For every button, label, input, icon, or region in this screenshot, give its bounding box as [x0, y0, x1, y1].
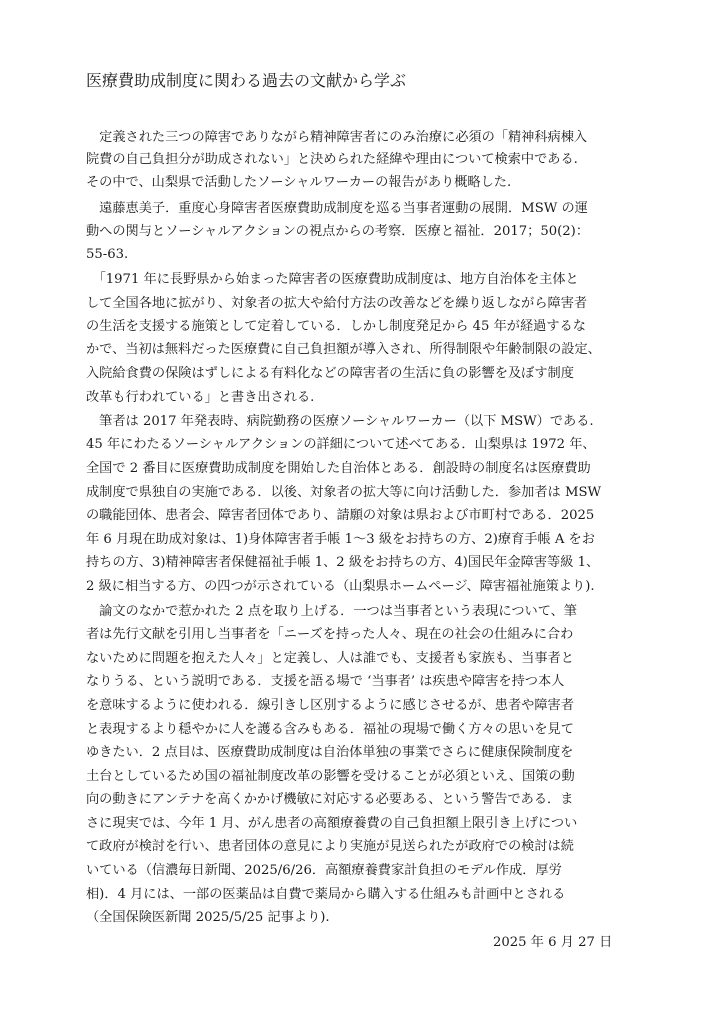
body-text-line: 55-63. — [86, 247, 129, 262]
body-text-line: （全国保険医新聞 2025/5/25 記事より). — [86, 910, 330, 925]
body-text-line: かで、当初は無料だった医療費に自己負担額が導入され、所得制限や年齢制限の設定、 — [86, 342, 601, 357]
body-text-line: と表現するより穏やかに人を護る含みもある．福祉の現場で働く方々の思いを見て — [86, 722, 574, 737]
body-text-line: 動への関与とソーシャルアクションの視点からの考察．医療と福祉．2017；50(2)： — [86, 224, 590, 239]
body-text-line: 入院給食費の保険はずしによる有料化などの障害者の生活に負の影響を及ぼす制度 — [86, 366, 574, 381]
body-text-line: 年 6 月現在助成対象は、1)身体障害者手帳 1〜3 級をお持ちの方、2)療育手帳 A をお — [86, 532, 595, 547]
document-date: 2025 年 6 月 27 日 — [493, 935, 613, 950]
body-text-line: 遠藤恵美子．重度心身障害者医療費助成制度を巡る当事者運動の展開．MSW の運 — [86, 201, 588, 216]
body-text-line: さに現実では、今年 1 月、がん患者の高額療養費の自己負担額上限引き上げについ — [86, 816, 578, 831]
body-text-line: て政府が検討を行い、患者団体の意見により実施が見送られたが政府での検討は続 — [86, 839, 574, 854]
body-text-line: ないために問題を抱えた人々」と定義し、人は誰でも、支援者も家族も、当事者と — [86, 651, 574, 666]
body-text-line: ゆきたい．2 点目は、医療費助成制度は自治体単独の事業でさらに健康保険制度を — [86, 745, 574, 760]
body-text-line: 論文のなかで惹かれた 2 点を取り上げる．一つは当事者という表現について、筆 — [86, 604, 577, 619]
body-text-line: 全国で 2 番目に医療費助成制度を開始した自治体とある．創設時の制度名は医療費助 — [86, 461, 591, 476]
body-text-line: 改革も行われている」と書き出される. — [86, 390, 315, 405]
body-text-line: 持ちの方、3)精神障害者保健福祉手帳 1、2 級をお持ちの方、4)国民年金障害等級 1、 — [86, 555, 600, 570]
body-text-line: 成制度で県独自の実施である．以後、対象者の拡大等に向け活動した．参加者は MSW — [86, 485, 602, 500]
body-text-line: 院費の自己負担分が助成されない」と決められた経緯や理由について検索中である. — [86, 152, 578, 167]
body-text-line: して全国各地に拡がり、対象者の拡大や給付方法の改善などを繰り返しながら障害者 — [86, 296, 588, 311]
body-text-line: 定義された三つの障害でありながら精神障害者にのみ治療に必須の「精神科病棟入 — [86, 130, 588, 145]
body-text-line: なりうる、という説明である．支援を語る場で ‘当事者’ は疾患や障害を持つ本人 — [86, 674, 565, 689]
body-text-line: 筆者は 2017 年発表時、病院勤務の医療ソーシャルワーカー（以下 MSW）である. — [86, 414, 594, 429]
body-text-line: 土台としているため国の福祉制度改革の影響を受けることが必須といえ、国策の動 — [86, 769, 575, 784]
document-title: 医療費助成制度に関わる過去の文献から学ぶ — [86, 71, 407, 90]
body-text-line: の生活を支援する施策として定着している．しかし制度発足から 45 年が経過するな — [86, 319, 586, 334]
body-text-line: いている（信濃毎日新聞、2025/6/26．高額療養費家計負担のモデル作成．厚労 — [86, 863, 562, 878]
body-text-line: の職能団体、患者会、障害者団体であり、請願の対象は県および市町村である．2025 — [86, 508, 595, 523]
body-text-line: 2 級に相当する方、の四つが示されている（山梨県ホームページ、障害福祉施策より). — [86, 579, 595, 594]
body-text-line: 者は先行文献を引用し当事者を「ニーズを持った人々、現在の社会の仕組みに合わ — [86, 627, 574, 642]
body-text-line: 向の動きにアンテナを高くかかげ機敏に対応する必要ある、という警告である．ま — [86, 792, 574, 807]
body-text-line: を意味するように使われる．線引きし区別するように感じさせるが、患者や障害者 — [86, 698, 574, 713]
body-text-line: その中で、山梨県で活動したソーシャルワーカーの報告があり概略した. — [86, 175, 512, 190]
body-text-line: 相)．4 月には、一部の医薬品は自費で薬局から購入する仕組みも計画中とされる — [86, 887, 566, 902]
body-text-line: 45 年にわたるソーシャルアクションの詳細について述べてある．山梨県は 1972 年、 — [86, 437, 596, 452]
body-text-line: 「1971 年に長野県から始まった障害者の医療費助成制度は、地方自治体を主体と — [86, 272, 579, 287]
